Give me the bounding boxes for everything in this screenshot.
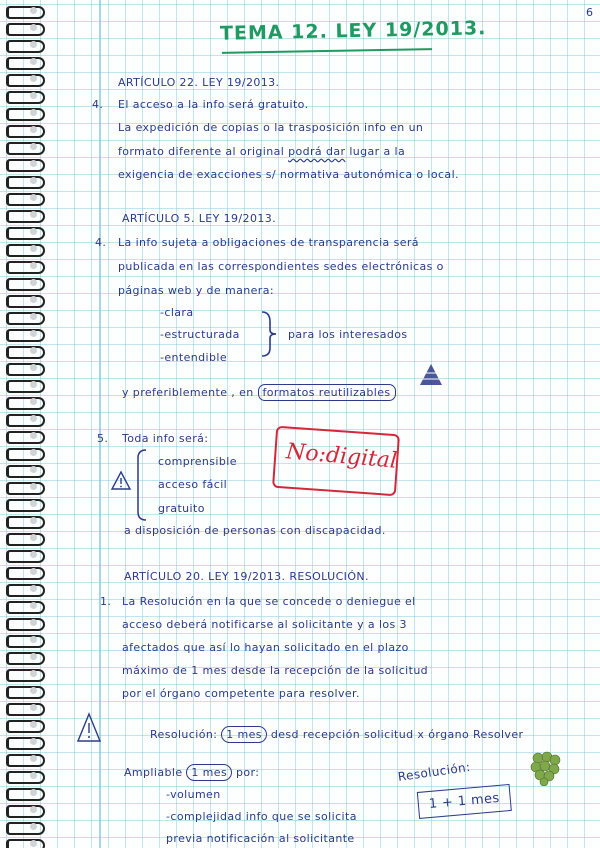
spiral-ring <box>6 329 45 342</box>
punch-hole <box>30 41 37 48</box>
punch-hole <box>30 432 37 439</box>
curly-brace-icon <box>258 310 280 358</box>
punch-hole <box>30 585 37 592</box>
spiral-ring <box>6 516 45 529</box>
punch-hole <box>30 568 37 575</box>
spiral-ring <box>6 295 45 308</box>
spiral-ring <box>6 499 45 512</box>
art20-line-2: acceso deberá notificarse al solicitante y a los 3 <box>122 618 407 631</box>
punch-hole <box>30 415 37 422</box>
spiral-ring <box>6 482 45 495</box>
spiral-ring <box>6 686 45 699</box>
punch-hole <box>30 602 37 609</box>
side-resolucion-box: 1 + 1 mes <box>417 784 512 819</box>
punch-hole <box>30 670 37 677</box>
spiral-ring <box>6 567 45 580</box>
art5-number-5: 5. <box>97 432 109 445</box>
spiral-ring <box>6 40 45 53</box>
punch-hole <box>30 755 37 762</box>
punch-hole <box>30 500 37 507</box>
spiral-ring <box>6 142 45 155</box>
art22-line-4: exigencia de exacciones s/ normativa autonómica o local. <box>118 168 459 181</box>
spiral-ring <box>6 227 45 240</box>
ampliable-item-volumen: -volumen <box>166 788 221 801</box>
ampliable-por: por: <box>236 766 260 779</box>
punch-hole <box>30 75 37 82</box>
art22-line-1: El acceso a la info será gratuito. <box>118 98 309 111</box>
spiral-ring <box>6 788 45 801</box>
spiral-ring <box>6 584 45 597</box>
art22-line-3 <box>118 145 405 158</box>
punch-hole <box>30 279 37 286</box>
art5-line-5: Toda info será: <box>122 432 209 445</box>
spiral-ring <box>6 193 45 206</box>
punch-hole <box>30 789 37 796</box>
spiral-ring <box>6 448 45 461</box>
art5-item-entendible: -entendible <box>160 351 228 364</box>
spiral-ring <box>6 771 45 784</box>
punch-hole <box>30 687 37 694</box>
art5-number-4: 4. <box>95 236 107 249</box>
spiral-ring <box>6 720 45 733</box>
punch-hole <box>30 772 37 779</box>
spiral-ring <box>6 380 45 393</box>
punch-hole <box>30 823 37 830</box>
art5-item-estructurada: -estructurada <box>160 328 240 341</box>
spiral-ring <box>6 703 45 716</box>
spiral-ring <box>6 635 45 648</box>
art5-line-1: La info sujeta a obligaciones de transparencia será <box>118 236 419 249</box>
spiral-ring <box>6 261 45 274</box>
punch-hole <box>30 517 37 524</box>
art5-line-4a: y preferiblemente , en <box>122 386 258 399</box>
art20-line-4: máximo de 1 mes desde la recepción de la solicitud <box>122 664 429 677</box>
spiral-ring <box>6 312 45 325</box>
art22-line-2: La expedición de copias o la trasposición info en un <box>118 121 424 134</box>
art22-line-3c: lugar a la <box>345 145 406 158</box>
punch-hole <box>30 262 37 269</box>
art20-heading: ARTÍCULO 20. LEY 19/2013. RESOLUCIÓN. <box>124 570 369 583</box>
spiral-ring <box>6 414 45 427</box>
ampliable-label: Ampliable <box>124 766 183 779</box>
spiral-ring <box>6 550 45 563</box>
side-resolucion-title: Resolución: <box>397 759 472 784</box>
punch-hole <box>30 619 37 626</box>
spiral-ring <box>6 431 45 444</box>
punch-hole <box>30 330 37 337</box>
warning-triangle-icon <box>76 712 102 744</box>
art22-podra-dar: podrá dar <box>288 145 346 158</box>
art20-line-3: afectados que así lo hayan solicitado en el plazo <box>122 641 409 654</box>
art5-heading: ARTÍCULO 5. LEY 19/2013. <box>122 212 277 225</box>
ampliable-plazo: 1 mes <box>186 764 232 781</box>
punch-hole <box>30 806 37 813</box>
spiral-ring <box>6 125 45 138</box>
punch-hole <box>30 92 37 99</box>
punch-hole <box>30 228 37 235</box>
art5-brace-note: para los interesados <box>288 328 408 341</box>
punch-hole <box>30 551 37 558</box>
resolucion-line <box>150 728 523 741</box>
resolucion-label: Resolución: <box>150 728 218 741</box>
art5-line-2: publicada en las correspondientes sedes electrónicas o <box>118 260 444 273</box>
grapes-doodle-icon <box>528 748 562 786</box>
punch-hole <box>30 704 37 711</box>
ampliable-line <box>124 766 259 779</box>
resolucion-rest: desd recepción solicitud x órgano Resolver <box>270 728 524 741</box>
art5-item-gratuito: gratuito <box>158 502 205 515</box>
punch-hole <box>30 296 37 303</box>
punch-hole <box>30 143 37 150</box>
left-bracket-icon <box>134 448 148 522</box>
punch-hole <box>30 245 37 252</box>
spiral-ring <box>6 805 45 818</box>
art20-line-1: La Resolución en la que se concede o deniegue el <box>122 595 416 608</box>
warning-triangle-icon <box>110 470 132 492</box>
spiral-ring <box>6 91 45 104</box>
spiral-ring <box>6 822 45 835</box>
punch-hole <box>30 466 37 473</box>
punch-hole <box>30 738 37 745</box>
punch-hole <box>30 177 37 184</box>
spiral-ring <box>6 346 45 359</box>
punch-hole <box>30 636 37 643</box>
spiral-ring <box>6 176 45 189</box>
spiral-ring <box>6 57 45 70</box>
art20-number: 1. <box>100 595 112 608</box>
art20-line-5: por el órgano competente para resolver. <box>122 687 360 700</box>
punch-hole <box>30 211 37 218</box>
punch-hole <box>30 160 37 167</box>
corner-mark: 6 <box>586 6 593 19</box>
spiral-ring <box>6 618 45 631</box>
punch-hole <box>30 364 37 371</box>
resolucion-plazo: 1 mes <box>221 726 267 743</box>
spiral-ring <box>6 210 45 223</box>
punch-hole <box>30 58 37 65</box>
page-title: TEMA 12. LEY 19/2013. <box>219 17 487 45</box>
spiral-ring <box>6 465 45 478</box>
spiral-ring <box>6 23 45 36</box>
art5-item-acceso-facil: acceso fácil <box>158 478 228 491</box>
spiral-ring <box>6 278 45 291</box>
punch-hole <box>30 534 37 541</box>
spiral-ring <box>6 533 45 546</box>
spiral-ring <box>6 108 45 121</box>
art5-item-clara: -clara <box>160 306 194 319</box>
title-underline <box>222 48 432 54</box>
art5-line-4 <box>122 386 396 399</box>
spiral-ring <box>6 601 45 614</box>
spiral-ring <box>6 74 45 87</box>
punch-hole <box>30 24 37 31</box>
spiral-ring <box>6 737 45 750</box>
art22-number: 4. <box>92 98 104 111</box>
punch-hole <box>30 313 37 320</box>
punch-hole <box>30 194 37 201</box>
art5-line-3: páginas web y de manera: <box>118 284 274 297</box>
spiral-ring <box>6 652 45 665</box>
art22-line-3a: formato diferente al original <box>118 145 289 158</box>
spiral-ring <box>6 754 45 767</box>
spiral-ring <box>6 839 45 848</box>
punch-hole <box>30 721 37 728</box>
spiral-ring <box>6 244 45 257</box>
spiral-binding <box>0 0 46 848</box>
punch-hole <box>30 109 37 116</box>
punch-hole <box>30 381 37 388</box>
spiral-ring <box>6 397 45 410</box>
spiral-ring <box>6 669 45 682</box>
art5-formatos-reutilizables: formatos reutilizables <box>258 384 396 401</box>
punch-hole <box>30 347 37 354</box>
no-digital-stamp-text: No:digital <box>285 439 399 474</box>
punch-hole <box>30 7 37 14</box>
punch-hole <box>30 449 37 456</box>
spiral-ring <box>6 6 45 19</box>
spiral-ring <box>6 159 45 172</box>
punch-hole <box>30 126 37 133</box>
art22-heading: ARTÍCULO 22. LEY 19/2013. <box>118 76 280 89</box>
art5-line-6: a disposición de personas con discapacidad. <box>124 524 386 537</box>
spiral-ring <box>6 363 45 376</box>
pyramid-doodle-icon <box>418 362 444 388</box>
ampliable-item-notificacion: previa notificación al solicitante <box>166 832 355 845</box>
punch-hole <box>30 398 37 405</box>
punch-hole <box>30 653 37 660</box>
punch-hole <box>30 483 37 490</box>
punch-hole <box>30 840 37 847</box>
ampliable-item-complejidad: -complejidad info que se solicita <box>166 810 357 823</box>
art5-item-comprensible: comprensible <box>158 455 237 468</box>
